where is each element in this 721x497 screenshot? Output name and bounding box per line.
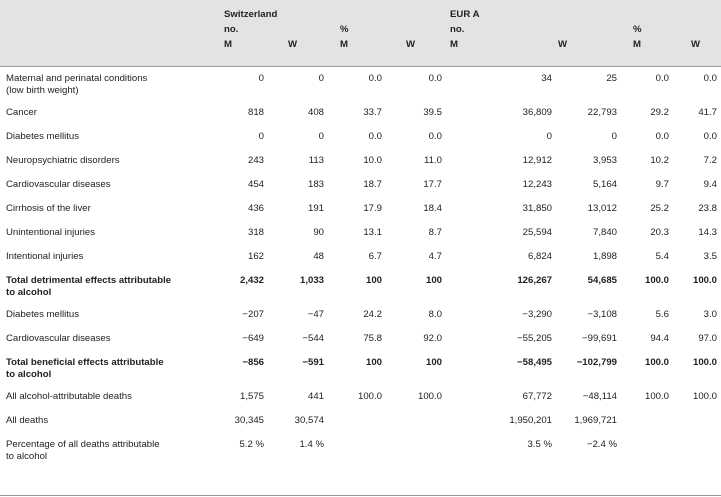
header-m-eura-pct: M — [621, 38, 673, 67]
table-cell: 318 — [247, 227, 264, 238]
table-cell: 436 — [247, 203, 264, 214]
header-w-eura-no: W — [556, 38, 621, 67]
table-cell: 2,432 — [239, 275, 264, 286]
table-cell: 41.7 — [698, 107, 717, 118]
row-label — [0, 269, 208, 303]
table-cell: 92.0 — [423, 333, 442, 344]
table-cell: 17.9 — [363, 203, 382, 214]
table-cell: −2.4 % — [586, 439, 617, 450]
header-w-ch-pct: W — [386, 38, 446, 67]
row-label — [0, 173, 208, 197]
header-m-ch-pct: M — [328, 38, 386, 67]
table-cell: 191 — [307, 203, 324, 214]
table-cell — [386, 409, 446, 433]
table-cell: −3,290 — [522, 309, 552, 320]
table-cell: 0 — [258, 131, 264, 142]
table-cell: 0.0 — [428, 131, 442, 142]
row-label-line1: All alcohol-attributable deaths — [6, 391, 132, 402]
table-cell: 54,685 — [587, 275, 617, 286]
table-cell: 1,575 — [239, 391, 264, 402]
table-row — [0, 351, 721, 385]
table-cell: −856 — [242, 357, 264, 368]
header-w-eura-pct: W — [673, 38, 721, 67]
row-label — [0, 409, 208, 433]
table-cell: −102,799 — [576, 357, 617, 368]
table-cell: 0.0 — [368, 73, 382, 84]
table-cell: 14.3 — [698, 227, 717, 238]
table-cell: 113 — [308, 155, 324, 166]
table-cell: 34 — [541, 73, 552, 84]
table-cell: 12,243 — [522, 179, 552, 190]
table-cell: 30,345 — [234, 415, 264, 426]
row-label-line1: Cardiovascular diseases — [6, 333, 111, 344]
table-row — [0, 125, 721, 149]
table-cell: 10.0 — [363, 155, 382, 166]
table-cell: 17.7 — [423, 179, 442, 190]
table-cell: −58,495 — [517, 357, 552, 368]
table-cell: 1,950,201 — [509, 415, 552, 426]
table-cell: 12,912 — [522, 155, 552, 166]
table-cell — [673, 409, 721, 433]
table-cell: 6.7 — [368, 251, 382, 262]
table-cell: 243 — [247, 155, 264, 166]
table-cell: 3,953 — [592, 155, 617, 166]
table-cell: 18.7 — [363, 179, 382, 190]
table-cell: 7.2 — [703, 155, 717, 166]
header-group-eura: EUR A — [450, 9, 480, 20]
row-label-line1: Cancer — [6, 107, 37, 118]
table-cell: 24.2 — [363, 309, 382, 320]
table-cell: 13,012 — [587, 203, 617, 214]
table-cell: 23.8 — [698, 203, 717, 214]
table-cell: 8.7 — [428, 227, 442, 238]
row-label — [0, 327, 208, 351]
table-cell: 100.0 — [692, 391, 717, 402]
table-row — [0, 269, 721, 303]
row-label-line1: All deaths — [6, 415, 49, 426]
table-row — [0, 67, 721, 102]
table-cell: 36,809 — [522, 107, 552, 118]
table-row — [0, 173, 721, 197]
row-label — [0, 303, 208, 327]
table-cell: 0 — [318, 73, 324, 84]
table-cell: 25.2 — [650, 203, 669, 214]
row-label-line2: (low birth weight) — [6, 85, 79, 96]
table-cell: −99,691 — [582, 333, 617, 344]
row-label-line1: Percentage of all deaths attributable — [6, 439, 160, 450]
table-cell: 39.5 — [423, 107, 442, 118]
row-label-line1: Neuropsychiatric disorders — [6, 155, 120, 166]
table-cell: 25 — [606, 73, 617, 84]
table-row — [0, 101, 721, 125]
bottom-rule — [0, 495, 721, 496]
table-cell: 97.0 — [698, 333, 717, 344]
header-m-ch-no: M — [208, 38, 268, 67]
table-cell — [673, 433, 721, 467]
table-cell — [386, 433, 446, 467]
row-label-line1: Unintentional injuries — [6, 227, 96, 238]
table-cell: 100.0 — [644, 391, 669, 402]
table-cell: 4.7 — [428, 251, 442, 262]
table-cell: 100 — [425, 275, 442, 286]
table-row — [0, 385, 721, 409]
table-row — [0, 409, 721, 433]
table-cell: 1.4 % — [299, 439, 324, 450]
table-cell: 0.0 — [655, 73, 669, 84]
table-cell: 9.4 — [703, 179, 717, 190]
table-cell: 183 — [307, 179, 324, 190]
table-cell: 33.7 — [363, 107, 382, 118]
table-cell — [621, 433, 673, 467]
table-cell: 7,840 — [592, 227, 617, 238]
table-cell: 13.1 — [363, 227, 382, 238]
table-cell: 0.0 — [428, 73, 442, 84]
table-cell: 0.0 — [703, 73, 717, 84]
table-cell: 3.5 % — [527, 439, 552, 450]
table-cell: −3,108 — [587, 309, 617, 320]
table-cell: 3.0 — [703, 309, 717, 320]
header-no-eura: no. — [450, 24, 465, 35]
table-cell: 100.0 — [692, 357, 717, 368]
table-cell: −47 — [307, 309, 324, 320]
table-row — [0, 303, 721, 327]
table-cell: 22,793 — [587, 107, 617, 118]
table-row — [0, 245, 721, 269]
table-cell: 29.2 — [650, 107, 669, 118]
table-cell: 0 — [318, 131, 324, 142]
table-cell: −649 — [242, 333, 264, 344]
table-cell: 10.2 — [650, 155, 669, 166]
table-cell: 408 — [307, 107, 324, 118]
table-cell: 5.2 % — [239, 439, 264, 450]
table-cell: 5.6 — [655, 309, 669, 320]
table-cell: 18.4 — [423, 203, 442, 214]
row-label-line1: Diabetes mellitus — [6, 131, 80, 142]
table-body — [0, 67, 721, 468]
table-cell: 100.0 — [417, 391, 442, 402]
row-label-line1: Intentional injuries — [6, 251, 84, 262]
table-cell: 9.7 — [655, 179, 669, 190]
row-label — [0, 101, 208, 125]
row-label-line1: Total detrimental effects attributable — [6, 275, 172, 286]
table-cell: 6,824 — [527, 251, 552, 262]
table-cell: 3.5 — [703, 251, 717, 262]
table-cell — [328, 409, 386, 433]
row-label — [0, 245, 208, 269]
table-cell: 30,574 — [294, 415, 324, 426]
table-header — [0, 0, 721, 67]
table-cell: 1,969,721 — [574, 415, 617, 426]
table-cell: 94.4 — [650, 333, 669, 344]
table-row — [0, 433, 721, 467]
header-w-ch-no: W — [268, 38, 328, 67]
table-cell: 818 — [247, 107, 264, 118]
table-cell: 75.8 — [363, 333, 382, 344]
row-label — [0, 125, 208, 149]
header-m-eura-no: M — [446, 38, 556, 67]
table-row — [0, 327, 721, 351]
table-cell: 67,772 — [522, 391, 552, 402]
row-label-line2: to alcohol — [6, 451, 48, 462]
row-label — [0, 385, 208, 409]
table-row — [0, 221, 721, 245]
table-cell: 0.0 — [655, 131, 669, 142]
table-row — [0, 197, 721, 221]
row-label-line1: Maternal and perinatal conditions — [6, 73, 148, 84]
table-row — [0, 149, 721, 173]
table-cell: 1,033 — [299, 275, 324, 286]
table-cell: 100.0 — [692, 275, 717, 286]
header-pct-ch: % — [340, 24, 349, 35]
table-cell: −591 — [302, 357, 324, 368]
table-cell: 100 — [365, 275, 382, 286]
row-label-line2: to alcohol — [6, 369, 52, 380]
table-cell: 100.0 — [357, 391, 382, 402]
table-cell: 0 — [611, 131, 617, 142]
table-cell: 31,850 — [522, 203, 552, 214]
table-cell: 100.0 — [644, 357, 669, 368]
table-cell: −207 — [242, 309, 264, 320]
row-label — [0, 221, 208, 245]
row-label — [0, 149, 208, 173]
table-cell: 0 — [546, 131, 552, 142]
table-cell — [621, 409, 673, 433]
table-cell: 454 — [247, 179, 264, 190]
table-cell: 20.3 — [650, 227, 669, 238]
table-cell: 90 — [313, 227, 324, 238]
row-label — [0, 433, 208, 467]
table-cell: 11.0 — [424, 155, 442, 166]
table-cell: 5,164 — [592, 179, 617, 190]
row-label — [0, 351, 208, 385]
row-label-line1: Total beneficial effects attributable — [6, 357, 164, 368]
table-cell: 8.0 — [428, 309, 442, 320]
row-label-line2: to alcohol — [6, 287, 52, 298]
table-cell: 0.0 — [368, 131, 382, 142]
header-no-ch: no. — [224, 24, 239, 35]
table-cell: 48 — [313, 251, 324, 262]
row-label-line1: Cirrhosis of the liver — [6, 203, 91, 214]
table-cell: −48,114 — [582, 391, 617, 402]
table-cell: 126,267 — [517, 275, 552, 286]
table-cell: 1,898 — [592, 251, 617, 262]
row-label — [0, 197, 208, 221]
header-group-switzerland: Switzerland — [224, 9, 278, 20]
table-cell: 100.0 — [644, 275, 669, 286]
table-cell: 100 — [425, 357, 442, 368]
table-cell: −544 — [302, 333, 324, 344]
table-cell: 0.0 — [703, 131, 717, 142]
table-cell: 441 — [307, 391, 324, 402]
table-cell: 100 — [365, 357, 382, 368]
table-cell — [328, 433, 386, 467]
row-label — [0, 67, 208, 102]
table-cell: 0 — [258, 73, 264, 84]
table-cell: 162 — [247, 251, 264, 262]
table-cell: −55,205 — [517, 333, 552, 344]
row-label-line1: Diabetes mellitus — [6, 309, 80, 320]
row-label-line1: Cardiovascular diseases — [6, 179, 111, 190]
table-cell: 25,594 — [522, 227, 552, 238]
header-pct-eura: % — [633, 24, 642, 35]
table-cell: 5.4 — [655, 251, 669, 262]
